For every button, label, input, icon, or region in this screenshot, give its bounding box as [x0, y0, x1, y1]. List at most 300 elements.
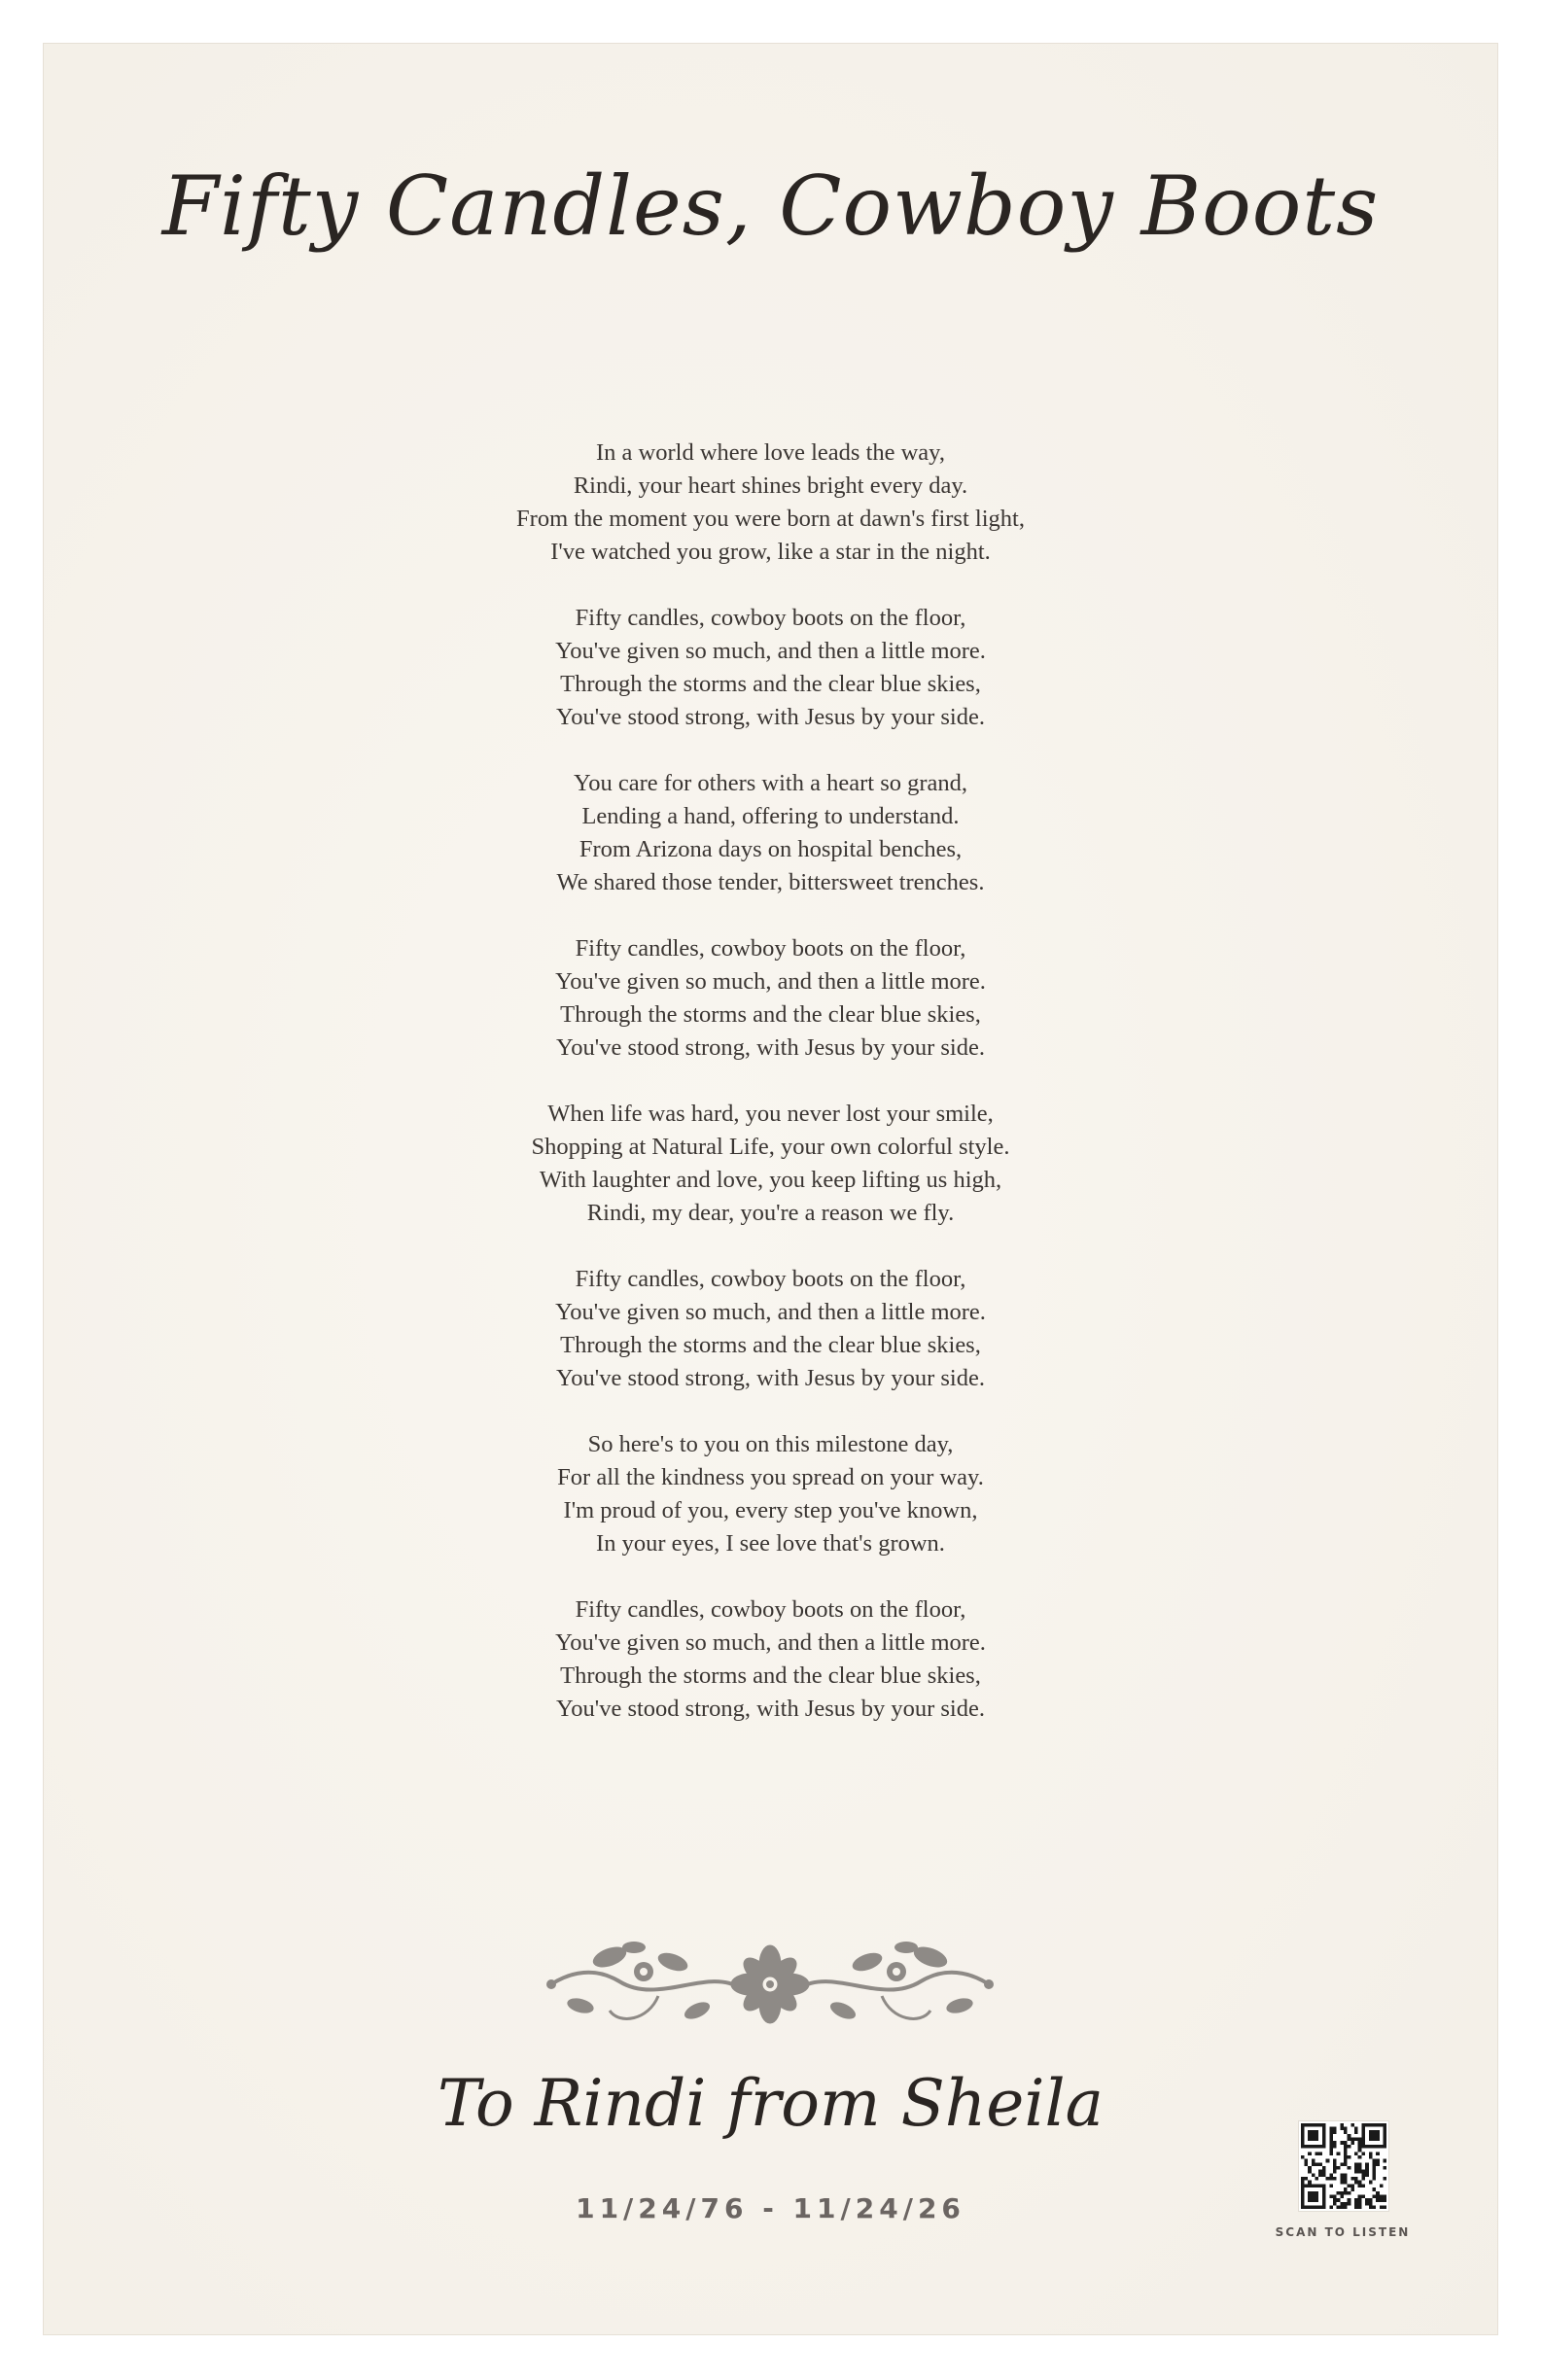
qr-module [1333, 2194, 1337, 2198]
qr-module [1348, 2198, 1351, 2202]
qr-module [1344, 2149, 1348, 2152]
qr-module [1358, 2205, 1362, 2209]
qr-module [1365, 2145, 1369, 2149]
qr-module [1383, 2198, 1386, 2202]
qr-module [1372, 2205, 1376, 2209]
qr-module [1358, 2181, 1362, 2185]
qr-module [1348, 2155, 1351, 2159]
qr-module [1344, 2205, 1348, 2209]
qr-module [1361, 2123, 1365, 2127]
qr-module [1340, 2191, 1344, 2195]
qr-module [1337, 2198, 1341, 2202]
qr-module [1383, 2145, 1386, 2149]
qr-module [1361, 2138, 1365, 2142]
stanza [44, 437, 1497, 569]
qr-module [1340, 2162, 1344, 2166]
qr-module [1369, 2152, 1373, 2155]
qr-module [1383, 2194, 1386, 2198]
qr-module [1348, 2184, 1351, 2188]
qr-module [1344, 2152, 1348, 2155]
qr-module [1369, 2205, 1373, 2209]
qr-module [1301, 2127, 1305, 2131]
qr-module [1354, 2202, 1358, 2206]
lyric-line: You've given so much, and then a little more. [555, 638, 986, 664]
qr-module [1337, 2152, 1341, 2155]
qr-module [1308, 2194, 1312, 2198]
qr-module [1372, 2194, 1376, 2198]
qr-module [1369, 2198, 1373, 2202]
qr-module [1301, 2155, 1305, 2159]
lyric-line: You've given so much, and then a little more. [555, 1299, 986, 1325]
stanza [44, 1098, 1497, 1230]
qr-module [1372, 2173, 1376, 2177]
lyric-line: Shopping at Natural Life, your own colorful style. [531, 1134, 1010, 1160]
qr-module [1354, 2181, 1358, 2185]
qr-module [1376, 2138, 1380, 2142]
qr-module [1322, 2202, 1326, 2206]
qr-module [1344, 2162, 1348, 2166]
qr-module [1305, 2162, 1309, 2166]
qr-module [1315, 2184, 1319, 2188]
qr-module [1376, 2134, 1380, 2138]
stanza [44, 1428, 1497, 1560]
qr-module [1350, 2177, 1354, 2181]
qr-module [1372, 2145, 1376, 2149]
qr-module [1333, 2141, 1337, 2145]
qr-module [1333, 2170, 1337, 2174]
qr-code-icon[interactable] [1298, 2120, 1389, 2212]
qr-module [1322, 2194, 1326, 2198]
lyric-line: Through the storms and the clear blue skies, [560, 1662, 981, 1689]
qr-module [1301, 2184, 1305, 2188]
qr-module [1329, 2138, 1333, 2142]
qr-module [1358, 2202, 1362, 2206]
qr-module [1358, 2149, 1362, 2152]
qr-module [1344, 2155, 1348, 2159]
qr-module [1312, 2184, 1315, 2188]
qr-module [1301, 2202, 1305, 2206]
qr-module [1365, 2170, 1369, 2174]
qr-module [1337, 2191, 1341, 2195]
qr-module [1333, 2166, 1337, 2170]
qr-module [1361, 2141, 1365, 2145]
lyric-line: For all the kindness you spread on your way. [557, 1464, 984, 1490]
chorus [44, 1593, 1497, 1726]
qr-module [1383, 2134, 1386, 2138]
qr-module [1369, 2181, 1373, 2185]
qr-module [1322, 2184, 1326, 2188]
qr-label: SCAN TO LISTEN [1275, 2225, 1411, 2239]
qr-module [1383, 2159, 1386, 2163]
qr-module [1322, 2145, 1326, 2149]
qr-module [1361, 2170, 1365, 2174]
qr-module [1376, 2130, 1380, 2134]
qr-module [1358, 2198, 1362, 2202]
qr-module [1340, 2181, 1344, 2185]
lyric-line: From the moment you were born at dawn's first light, [516, 506, 1025, 532]
qr-module [1312, 2123, 1315, 2127]
qr-module [1329, 2149, 1333, 2152]
qr-module [1315, 2152, 1319, 2155]
qr-module [1372, 2162, 1376, 2166]
lyric-line: You've stood strong, with Jesus by your side. [556, 1034, 985, 1061]
qr-module [1361, 2145, 1365, 2149]
lyrics [44, 437, 1497, 1759]
qr-module [1312, 2159, 1315, 2163]
qr-module [1318, 2123, 1322, 2127]
qr-module [1340, 2141, 1344, 2145]
date-range: 11/24/76 - 11/24/26 [576, 2192, 965, 2224]
qr-module [1344, 2127, 1348, 2131]
qr-module [1372, 2123, 1376, 2127]
lyric-line: Rindi, your heart shines bright every day. [573, 472, 968, 499]
qr-module [1301, 2194, 1305, 2198]
qr-module [1380, 2198, 1384, 2202]
qr-module [1308, 2166, 1312, 2170]
qr-module [1369, 2134, 1373, 2138]
qr-module [1329, 2134, 1333, 2138]
qr-module [1354, 2198, 1358, 2202]
qr-module [1340, 2127, 1344, 2131]
qr-module [1344, 2181, 1348, 2185]
qr-module [1305, 2159, 1309, 2163]
qr-module [1322, 2123, 1326, 2127]
qr-module [1333, 2159, 1337, 2163]
qr-module [1380, 2123, 1384, 2127]
qr-module [1380, 2145, 1384, 2149]
qr-module [1308, 2134, 1312, 2138]
qr-module [1369, 2123, 1373, 2127]
qr-module [1369, 2155, 1373, 2159]
lyric-line: You've stood strong, with Jesus by your side. [556, 1696, 985, 1722]
lyric-line: Through the storms and the clear blue skies, [560, 671, 981, 697]
lyric-line: Fifty candles, cowboy boots on the floor, [575, 935, 966, 962]
lyric-line: With laughter and love, you keep lifting us high, [539, 1167, 1002, 1193]
qr-module [1329, 2141, 1333, 2145]
qr-module [1354, 2138, 1358, 2142]
qr-module [1344, 2145, 1348, 2149]
lyric-line: Rindi, my dear, you're a reason we fly. [586, 1200, 955, 1226]
lyric-line: You've stood strong, with Jesus by your side. [556, 704, 985, 730]
qr-module [1358, 2166, 1362, 2170]
lyric-line: So here's to you on this milestone day, [587, 1431, 954, 1457]
qr-module [1315, 2191, 1319, 2195]
qr-module [1383, 2130, 1386, 2134]
qr-module [1361, 2127, 1365, 2131]
qr-module [1365, 2198, 1369, 2202]
qr-module [1315, 2123, 1319, 2127]
qr-module [1301, 2123, 1305, 2127]
qr-module [1305, 2205, 1309, 2209]
lyric-line: From Arizona days on hospital benches, [579, 836, 963, 862]
qr-module [1344, 2159, 1348, 2163]
qr-module [1329, 2184, 1333, 2188]
qr-module [1354, 2166, 1358, 2170]
lyric-line: Through the storms and the clear blue skies, [560, 1332, 981, 1358]
chorus [44, 932, 1497, 1065]
lyric-line: Fifty candles, cowboy boots on the floor, [575, 1266, 966, 1292]
qr-module [1333, 2145, 1337, 2149]
qr-module [1308, 2184, 1312, 2188]
chorus [44, 1263, 1497, 1395]
qr-module [1318, 2184, 1322, 2188]
qr-module [1354, 2127, 1358, 2131]
lyric-line: You care for others with a heart so grand, [573, 770, 968, 796]
qr-module [1315, 2130, 1319, 2134]
qr-module [1365, 2162, 1369, 2166]
qr-module [1312, 2130, 1315, 2134]
qr-module [1312, 2191, 1315, 2195]
qr-module [1305, 2184, 1309, 2188]
qr-module [1372, 2188, 1376, 2191]
qr-module [1305, 2177, 1309, 2181]
qr-module [1312, 2194, 1315, 2198]
qr-module [1308, 2191, 1312, 2195]
qr-module [1322, 2170, 1326, 2174]
poster [43, 43, 1498, 2335]
qr-module [1344, 2202, 1348, 2206]
qr-module [1322, 2173, 1326, 2177]
qr-module [1350, 2138, 1354, 2142]
qr-module [1315, 2138, 1319, 2142]
qr-module [1369, 2145, 1373, 2149]
qr-module [1326, 2159, 1330, 2163]
qr-module [1318, 2205, 1322, 2209]
lyric-line: You've given so much, and then a little more. [555, 968, 986, 995]
qr-module [1308, 2138, 1312, 2142]
qr-module [1344, 2130, 1348, 2134]
qr-module [1380, 2194, 1384, 2198]
qr-module [1312, 2145, 1315, 2149]
qr-module [1358, 2145, 1362, 2149]
qr-module [1329, 2145, 1333, 2149]
qr-module [1348, 2166, 1351, 2170]
lyric-line: I've watched you grow, like a star in the night. [550, 539, 991, 565]
qr-module [1333, 2202, 1337, 2206]
qr-module [1333, 2177, 1337, 2181]
qr-module [1383, 2123, 1386, 2127]
qr-module [1315, 2198, 1319, 2202]
qr-module [1354, 2177, 1358, 2181]
lyric-line: Lending a hand, offering to understand. [581, 803, 960, 829]
qr-module [1350, 2141, 1354, 2145]
qr-module [1329, 2127, 1333, 2131]
qr-module [1380, 2205, 1384, 2209]
qr-module [1372, 2170, 1376, 2174]
qr-module [1318, 2152, 1322, 2155]
qr-module [1322, 2141, 1326, 2145]
qr-module [1322, 2191, 1326, 2195]
qr-module [1308, 2152, 1312, 2155]
qr-module [1318, 2173, 1322, 2177]
qr-module [1315, 2162, 1319, 2166]
qr-module [1361, 2152, 1365, 2155]
qr-module [1301, 2181, 1305, 2185]
qr-module [1365, 2202, 1369, 2206]
qr-module [1350, 2184, 1354, 2188]
poster-title: Fifty Candles, Cowboy Boots [161, 158, 1380, 254]
qr-module [1340, 2123, 1344, 2127]
lyric-line: Fifty candles, cowboy boots on the floor, [575, 1596, 966, 1623]
qr-module [1348, 2134, 1351, 2138]
qr-module [1329, 2177, 1333, 2181]
qr-module [1308, 2145, 1312, 2149]
qr-module [1376, 2191, 1380, 2195]
dedication: To Rindi from Sheila [438, 2066, 1104, 2141]
qr-module [1329, 2194, 1333, 2198]
qr-module [1358, 2162, 1362, 2166]
qr-module [1354, 2130, 1358, 2134]
qr-module [1322, 2134, 1326, 2138]
qr-module [1383, 2166, 1386, 2170]
qr-module [1365, 2166, 1369, 2170]
lyric-line: You've given so much, and then a little more. [555, 1629, 986, 1656]
qr-module [1358, 2170, 1362, 2174]
qr-module [1318, 2145, 1322, 2149]
qr-module [1315, 2205, 1319, 2209]
qr-module [1301, 2188, 1305, 2191]
qr-module [1301, 2145, 1305, 2149]
qr-module [1340, 2194, 1344, 2198]
qr-module [1372, 2138, 1376, 2142]
floral-divider-icon [542, 1928, 999, 2040]
qr-module [1383, 2177, 1386, 2181]
qr-module [1361, 2177, 1365, 2181]
qr-module [1376, 2194, 1380, 2198]
qr-module [1308, 2181, 1312, 2185]
qr-module [1354, 2170, 1358, 2174]
qr-module [1361, 2184, 1365, 2188]
qr-module [1305, 2123, 1309, 2127]
qr-module [1329, 2173, 1333, 2177]
qr-module [1312, 2198, 1315, 2202]
qr-module [1301, 2141, 1305, 2145]
qr-module [1308, 2198, 1312, 2202]
qr-module [1350, 2123, 1354, 2127]
qr-module [1344, 2188, 1348, 2191]
qr-module [1361, 2173, 1365, 2177]
qr-module [1372, 2134, 1376, 2138]
qr-module [1365, 2123, 1369, 2127]
qr-module [1322, 2198, 1326, 2202]
qr-module [1308, 2130, 1312, 2134]
qr-module [1369, 2138, 1373, 2142]
qr-module [1301, 2177, 1305, 2181]
qr-module [1340, 2173, 1344, 2177]
qr-module [1348, 2138, 1351, 2142]
qr-module [1354, 2205, 1358, 2209]
qr-module [1340, 2205, 1344, 2209]
chorus [44, 602, 1497, 734]
qr-module [1329, 2152, 1333, 2155]
qr-module [1361, 2130, 1365, 2134]
qr-module [1348, 2191, 1351, 2195]
qr-module [1354, 2162, 1358, 2166]
qr-module [1322, 2130, 1326, 2134]
qr-module [1376, 2152, 1380, 2155]
qr-module [1383, 2141, 1386, 2145]
stanza [44, 767, 1497, 899]
qr-module [1383, 2205, 1386, 2209]
qr-module [1318, 2162, 1322, 2166]
qr-module [1301, 2134, 1305, 2138]
lyric-line: When life was hard, you never lost your smile, [547, 1101, 994, 1127]
qr-module [1372, 2166, 1376, 2170]
qr-module [1333, 2127, 1337, 2131]
qr-module [1376, 2162, 1380, 2166]
qr-module [1344, 2177, 1348, 2181]
qr-module [1369, 2130, 1373, 2134]
qr-module [1376, 2123, 1380, 2127]
qr-module [1354, 2152, 1358, 2155]
qr-module [1308, 2170, 1312, 2174]
qr-module [1329, 2130, 1333, 2134]
lyric-line: Fifty candles, cowboy boots on the floor, [575, 605, 966, 631]
qr-module [1301, 2191, 1305, 2195]
qr-module [1312, 2162, 1315, 2166]
lyric-line: I'm proud of you, every step you've known, [563, 1497, 978, 1523]
qr-module [1318, 2170, 1322, 2174]
qr-module [1326, 2177, 1330, 2181]
qr-module [1301, 2138, 1305, 2142]
qr-module [1315, 2145, 1319, 2149]
qr-module [1340, 2202, 1344, 2206]
qr-module [1315, 2134, 1319, 2138]
qr-module [1322, 2127, 1326, 2131]
lyric-line: We shared those tender, bittersweet trenches. [556, 869, 985, 895]
qr-module [1376, 2159, 1380, 2163]
lyric-line: In your eyes, I see love that's grown. [596, 1530, 945, 1557]
qr-module [1301, 2205, 1305, 2209]
qr-module [1308, 2205, 1312, 2209]
qr-module [1312, 2173, 1315, 2177]
qr-module [1301, 2198, 1305, 2202]
qr-module [1312, 2205, 1315, 2209]
qr-module [1322, 2138, 1326, 2142]
qr-module [1329, 2205, 1333, 2209]
qr-module [1383, 2127, 1386, 2131]
qr-module [1333, 2162, 1337, 2166]
qr-module [1308, 2123, 1312, 2127]
qr-module [1358, 2194, 1362, 2198]
lyric-line: Through the storms and the clear blue skies, [560, 1001, 981, 1028]
qr-module [1315, 2177, 1319, 2181]
qr-module [1312, 2138, 1315, 2142]
qr-module [1380, 2184, 1384, 2188]
qr-module [1350, 2188, 1354, 2191]
qr-module [1315, 2194, 1319, 2198]
qr-module [1333, 2198, 1337, 2202]
qr-module [1348, 2202, 1351, 2206]
qr-module [1376, 2145, 1380, 2149]
qr-module [1358, 2138, 1362, 2142]
qr-module [1369, 2202, 1373, 2206]
qr-module [1305, 2145, 1309, 2149]
qr-module [1312, 2134, 1315, 2138]
qr-module [1322, 2205, 1326, 2209]
qr-module [1337, 2205, 1341, 2209]
qr-module [1301, 2130, 1305, 2134]
qr-module [1358, 2141, 1362, 2145]
qr-module [1344, 2191, 1348, 2195]
qr-module [1322, 2188, 1326, 2191]
qr-module [1372, 2177, 1376, 2181]
qr-module [1358, 2184, 1362, 2188]
qr-module [1383, 2138, 1386, 2142]
qr-module [1337, 2166, 1341, 2170]
qr-module [1372, 2159, 1376, 2163]
qr-module [1344, 2141, 1348, 2145]
